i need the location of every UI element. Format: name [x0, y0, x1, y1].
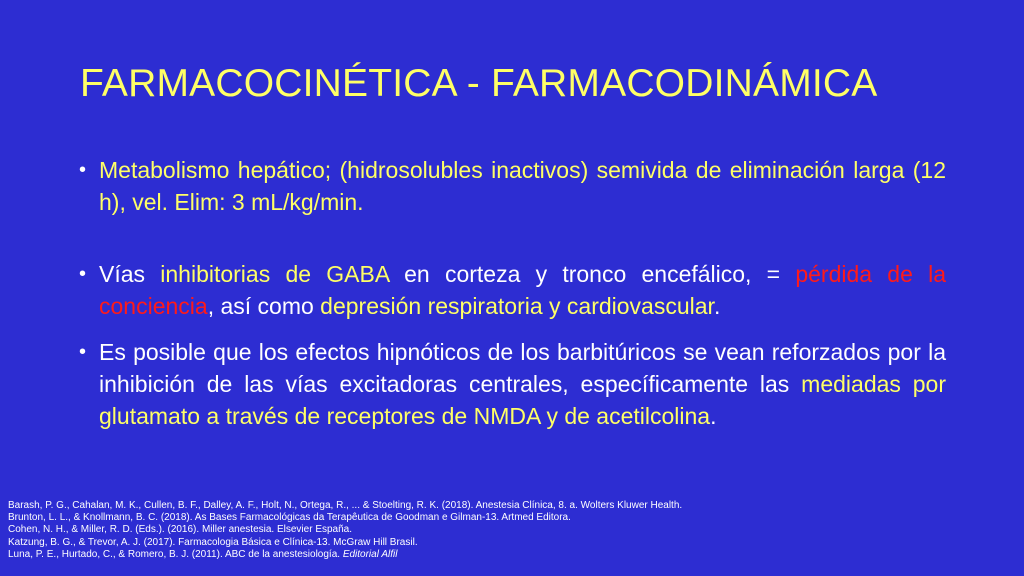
- reference-text: Luna, P. E., Hurtado, C., & Romero, B. J. (2011). ABC de la anestesiología.: [8, 548, 343, 560]
- respiratory-depression-highlight: depresión respiratoria y cardiovascular: [320, 293, 714, 319]
- reference-publisher: Editorial Alfil: [342, 548, 398, 560]
- bullet-barbiturates-text-part: .: [710, 403, 717, 429]
- consciousness-loss-emphasis: pérdida de la conciencia: [99, 261, 946, 319]
- bullet-list: [79, 154, 946, 432]
- bullet-gaba-text-part: .: [713, 293, 721, 319]
- bullet-gaba-text-part: , así como: [207, 293, 321, 319]
- reference-item: Katzung, B. G., & Trevor, A. J. (2017). Farmacologia Básica e Clínica-13. McGraw Hill Brasil.: [8, 536, 418, 548]
- bullet-metabolism: [79, 154, 946, 218]
- references-list: [8, 500, 1008, 561]
- bullet-metabolism-text: Metabolismo hepático; (hidrosolubles inactivos) semivida de eliminación larga (12 h), vel. Elim: 3 mL/kg/min.: [99, 157, 946, 215]
- reference-item: Brunton, L. L., & Knollmann, B. C. (2018). As Bases Farmacológicas da Terapêutica de Goodman e Gilman-13. Artmed Editora.: [8, 512, 571, 524]
- reference-item: [8, 549, 1008, 561]
- glutamate-highlight: mediadas por glutamato a través de receptores de NMDA y de acetilcolina: [99, 371, 947, 429]
- gaba-inhibitory-highlight: inhibitorias de GABA: [160, 261, 389, 287]
- bullet-gaba-text-part: en corteza y tronco encefálico, =: [388, 261, 796, 287]
- reference-item: Barash, P. G., Cahalan, M. K., Cullen, B. F., Dalley, A. F., Holt, N., Ortega, R., ... & Stoelting, R. K. (2018). Anestesia Clínica, 8. a. Wolters Kluwer Health.: [8, 500, 683, 511]
- bullet-dot-icon: •: [79, 159, 87, 181]
- bullet-gaba-text-part: Vías: [99, 261, 161, 287]
- bullet-dot-icon: •: [79, 341, 87, 363]
- slide-title: FARMACOCINÉTICA - FARMACODINÁMICA: [80, 62, 878, 105]
- bullet-dot-icon: •: [79, 263, 87, 285]
- reference-item: Cohen, N. H., & Miller, R. D. (Eds.). (2016). Miller anestesia. Elsevier España.: [8, 524, 353, 536]
- bullet-gaba: [79, 258, 946, 322]
- bullet-barbiturates-text-part: Es posible que los efectos hipnóticos de los barbitúricos se vean reforzados por la inhibición de las vías excitadoras centrales, específicamente las: [99, 339, 946, 397]
- bullet-barbiturates: [79, 336, 946, 432]
